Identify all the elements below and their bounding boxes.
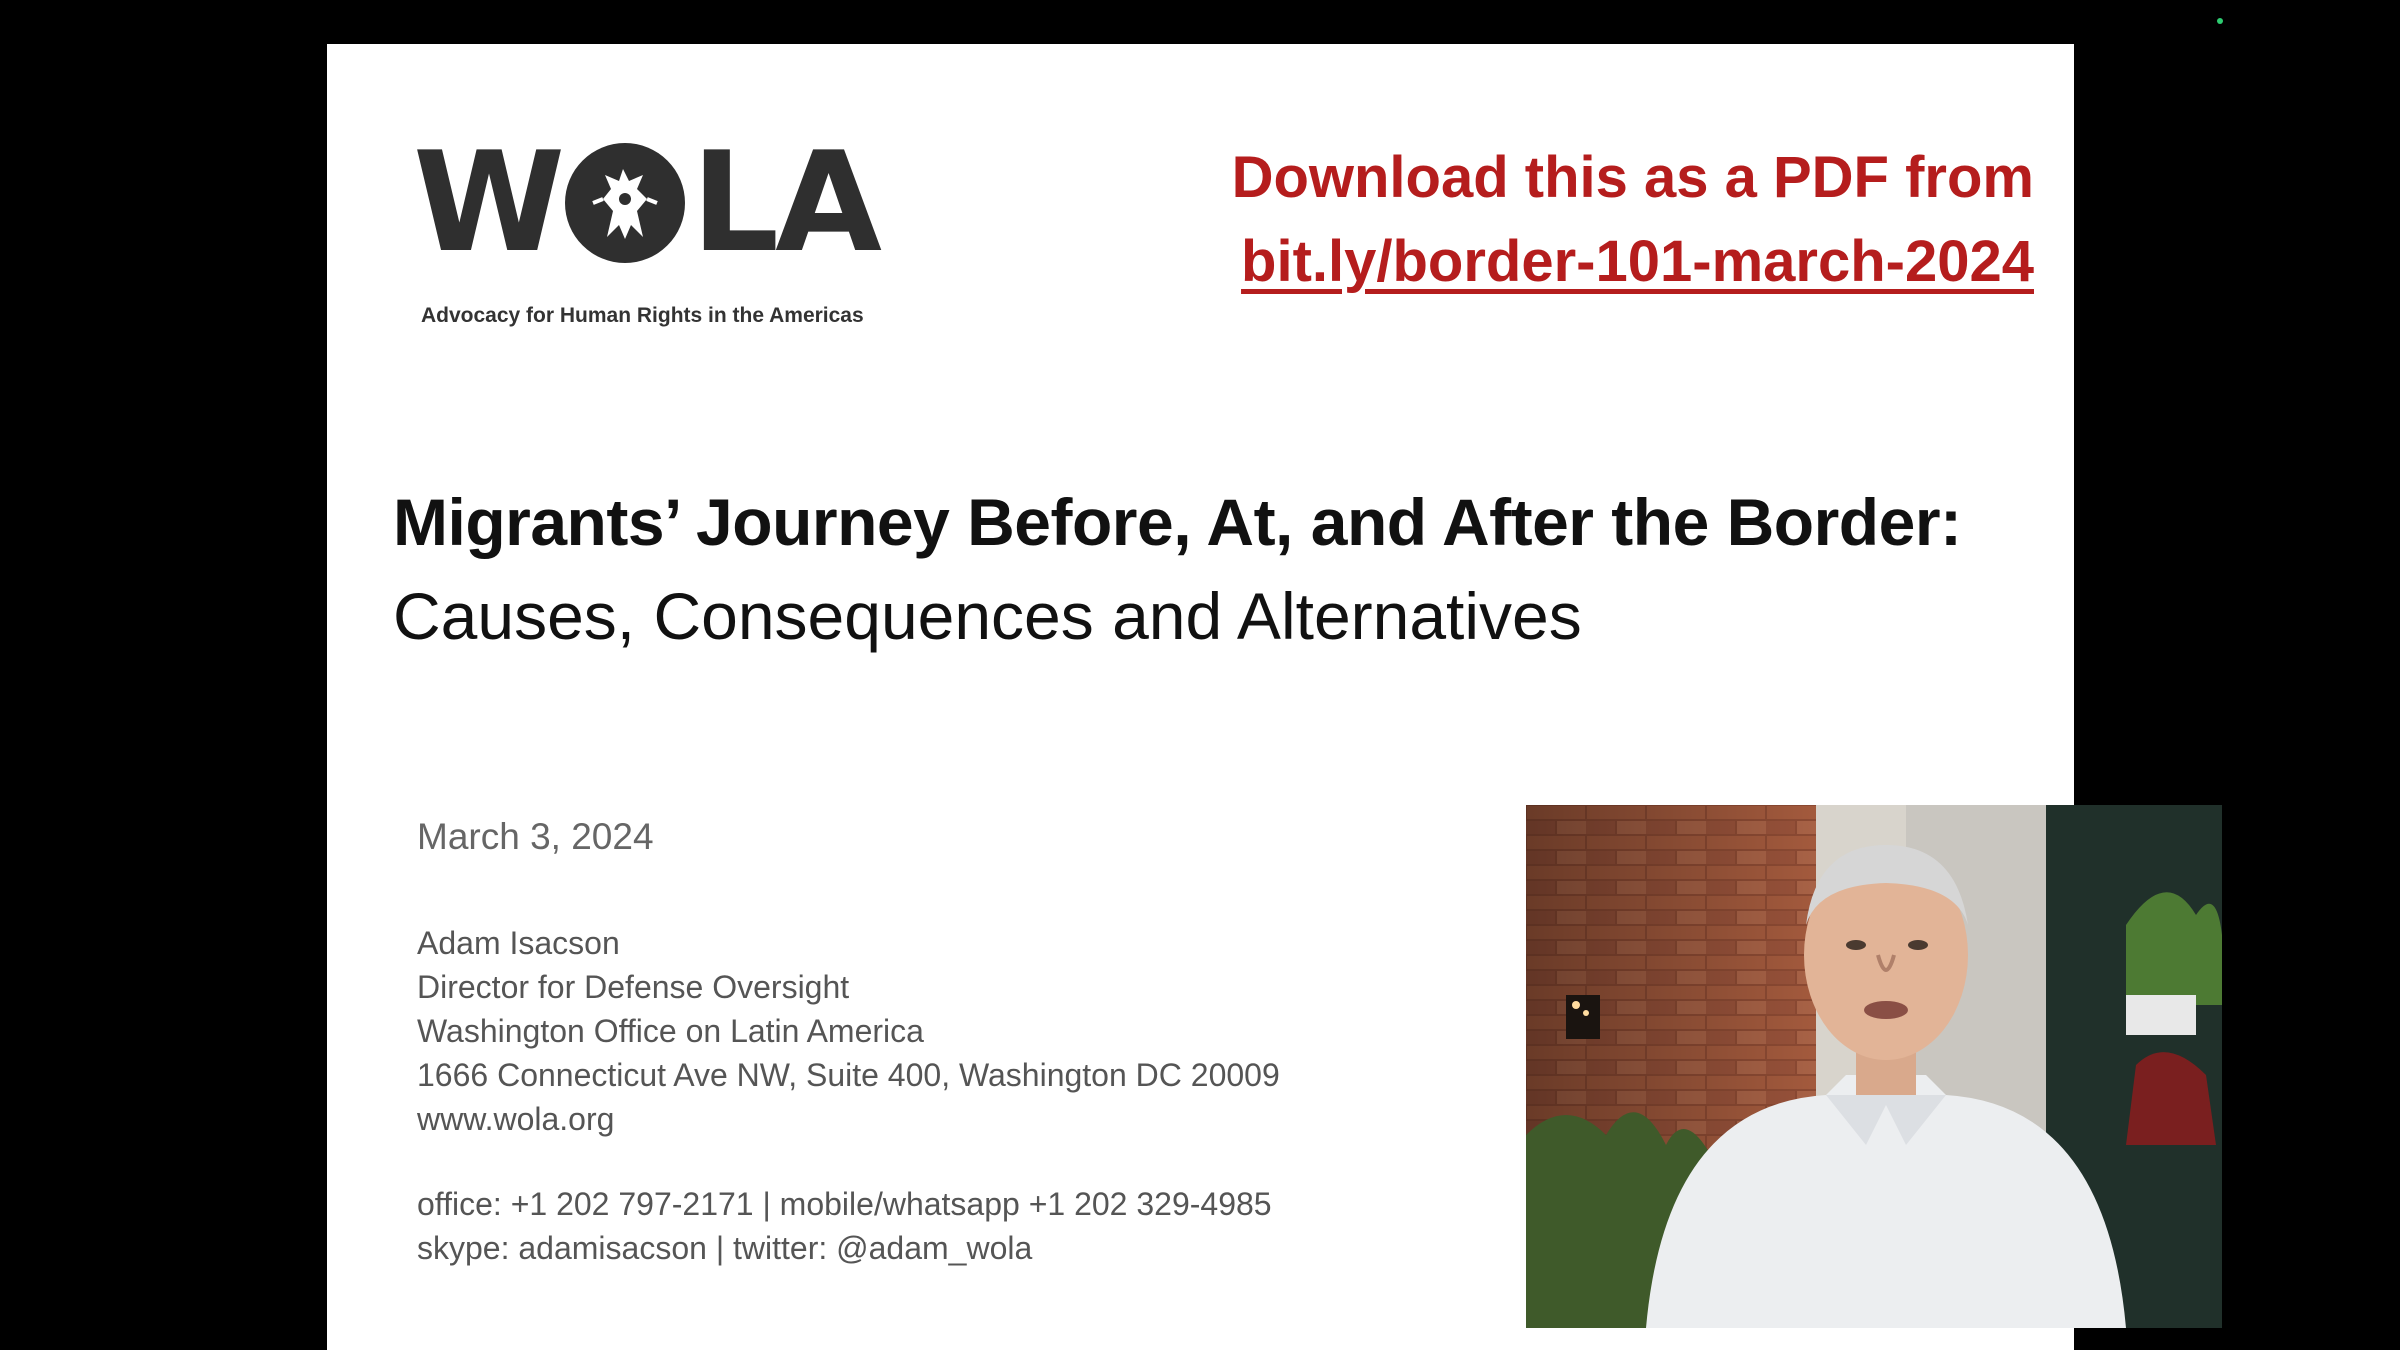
author-website: www.wola.org — [417, 1101, 615, 1137]
contact-info — [417, 1182, 1272, 1270]
logo-tagline: Advocacy for Human Rights in the Americas — [421, 304, 864, 327]
pdf-download-link[interactable]: bit.ly/border-101-march-2024 — [1241, 229, 2034, 294]
recording-status-dot — [2217, 18, 2223, 24]
author-organization: Washington Office on Latin America — [417, 1013, 924, 1049]
slide-subtitle: Causes, Consequences and Alternatives — [393, 579, 1582, 653]
logo-wordmark — [413, 122, 878, 283]
presentation-date: March 3, 2024 — [417, 816, 654, 857]
wola-logo — [413, 122, 893, 348]
author-name: Adam Isacson — [417, 925, 620, 961]
author-address: 1666 Connecticut Ave NW, Suite 400, Washington DC 20009 — [417, 1057, 1280, 1093]
wola-emblem-icon — [563, 141, 687, 265]
slide-title: Migrants’ Journey Before, At, and After the Border: — [393, 485, 1962, 559]
logo-letters-la: LA — [691, 122, 878, 283]
download-callout-text: Download this as a PDF from — [1231, 145, 2034, 210]
logo-letter-w: W — [413, 122, 562, 283]
contact-social: skype: adamisacson | twitter: @adam_wola — [417, 1230, 1033, 1266]
author-role: Director for Defense Oversight — [417, 969, 850, 1005]
author-info — [417, 921, 1280, 1141]
download-callout — [1232, 136, 2034, 304]
webcam-video-feed — [1526, 805, 2222, 1328]
contact-phones: office: +1 202 797-2171 | mobile/whatsapp +1 202 329-4985 — [417, 1186, 1272, 1222]
